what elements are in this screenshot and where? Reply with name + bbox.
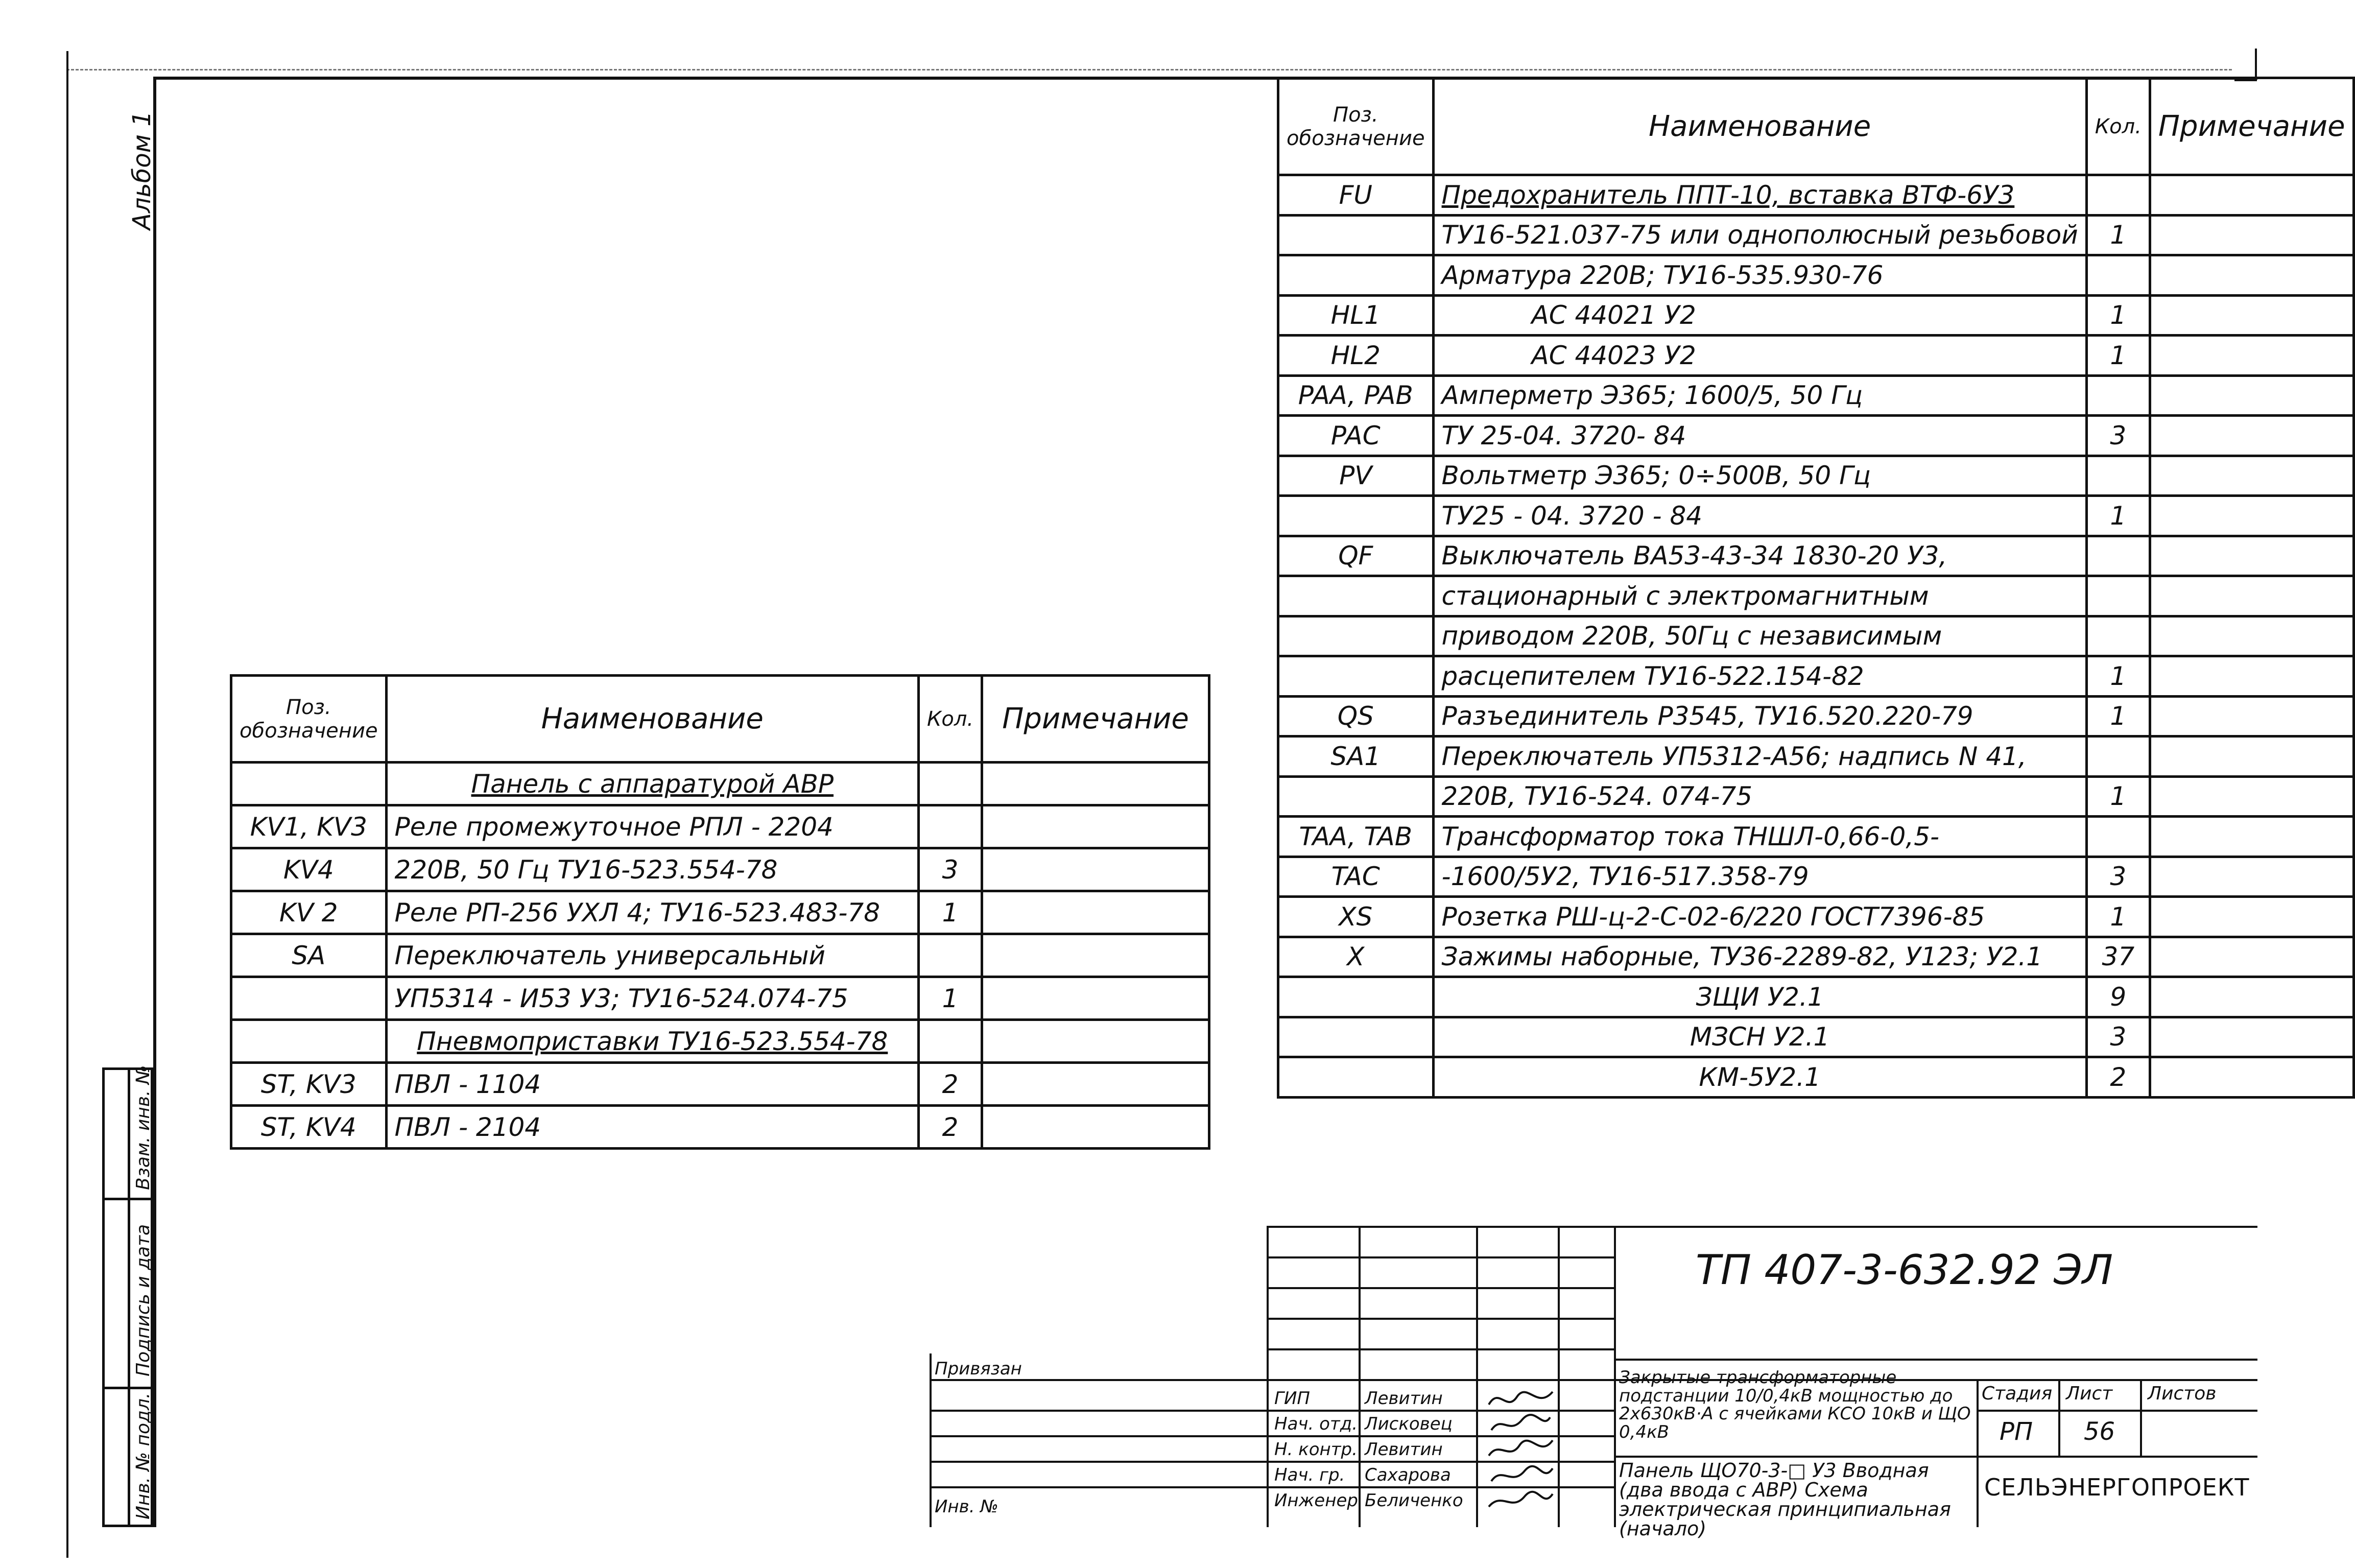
outer-dashed-border xyxy=(66,69,2232,70)
note-cell xyxy=(2150,416,2353,456)
table-row xyxy=(231,805,1209,848)
position-cell: TAC xyxy=(1278,857,1434,897)
position-cell: QF xyxy=(1278,536,1434,576)
table-row xyxy=(1278,295,2354,336)
note-cell xyxy=(2150,576,2353,616)
table-row xyxy=(231,1063,1209,1106)
quantity-cell: 1 xyxy=(918,891,982,934)
table-row xyxy=(231,891,1209,934)
position-cell xyxy=(1278,776,1434,817)
note-cell xyxy=(2150,897,2353,937)
note-cell xyxy=(982,1106,1209,1149)
name-cell: Предохранитель ППТ-10, вставка ВТФ-6У3 xyxy=(1433,175,2086,216)
note-cell xyxy=(2150,1017,2353,1057)
role-gip: ГИП xyxy=(1274,1388,1310,1409)
note-cell xyxy=(2150,817,2353,857)
position-cell xyxy=(231,1020,387,1063)
name-cell: Выключатель ВА53-43-34 1830-20 У3, xyxy=(1433,536,2086,576)
position-cell xyxy=(1278,656,1434,697)
name-cell: Вольтметр Э365; 0÷500В, 50 Гц xyxy=(1433,456,2086,496)
table-row xyxy=(1278,375,2354,416)
col-header-pos: Поз. обозначение xyxy=(231,676,387,763)
sheet-label: Лист xyxy=(2066,1383,2113,1404)
position-cell: TAA, TAB xyxy=(1278,817,1434,857)
name-cell: -1600/5У2, ТУ16-517.358-79 xyxy=(1433,857,2086,897)
table-row xyxy=(1278,696,2354,737)
quantity-cell: 3 xyxy=(2086,857,2150,897)
quantity-cell: 1 xyxy=(2086,897,2150,937)
left-spec-table xyxy=(230,674,1210,1150)
note-cell xyxy=(982,1063,1209,1106)
table-row xyxy=(1278,1057,2354,1098)
doc-code: ТП 407-3-632.92 ЭЛ xyxy=(1696,1246,2113,1294)
note-cell xyxy=(2150,977,2353,1017)
name-cell: Переключатель универсальный xyxy=(386,934,918,977)
table-row xyxy=(1278,175,2354,216)
name-cell: ЗЩИ У2.1 xyxy=(1433,977,2086,1017)
position-cell xyxy=(231,763,387,805)
name-cell: 220В, ТУ16-524. 074-75 xyxy=(1433,776,2086,817)
side-stamp xyxy=(102,1067,153,1527)
position-cell xyxy=(1278,977,1434,1017)
note-cell xyxy=(982,934,1209,977)
note-cell xyxy=(2150,1057,2353,1098)
col-header-pos: Поз. обозначение xyxy=(1278,78,1434,175)
name-cell: Розетка РШ-ц-2-С-02-6/220 ГОСТ7396-85 xyxy=(1433,897,2086,937)
position-cell xyxy=(1278,255,1434,296)
role-engineer: Инженер xyxy=(1274,1490,1358,1511)
position-cell xyxy=(1278,576,1434,616)
quantity-cell: 1 xyxy=(2086,336,2150,376)
quantity-cell: 3 xyxy=(2086,416,2150,456)
table-row xyxy=(1278,336,2354,376)
name-cell: ПВЛ - 2104 xyxy=(386,1106,918,1149)
position-cell xyxy=(231,977,387,1020)
table-row xyxy=(1278,737,2354,777)
table-row xyxy=(1278,456,2354,496)
name-head-dept: Лисковец xyxy=(1365,1414,1453,1434)
position-cell: PV xyxy=(1278,456,1434,496)
project-description: Закрытые трансформаторные подстанции 10/0,4кВ мощностью до 2х630кВ·А с ячейками КСО 10кВ и ЩО 0,4кВ xyxy=(1619,1367,1971,1443)
name-cell: Амперметр Э365; 1600/5, 50 Гц xyxy=(1433,375,2086,416)
name-cell: расцепителем ТУ16-522.154-82 xyxy=(1433,656,2086,697)
table-row xyxy=(231,1106,1209,1149)
table-row xyxy=(1278,897,2354,937)
table-row xyxy=(1278,616,2354,656)
name-cell: Трансформатор тока ТНШЛ-0,66-0,5- xyxy=(1433,817,2086,857)
note-cell xyxy=(982,805,1209,848)
name-cell: Переключатель УП5312-А56; надпись N 41, xyxy=(1433,737,2086,777)
quantity-cell: 2 xyxy=(2086,1057,2150,1098)
note-cell xyxy=(2150,295,2353,336)
col-header-note: Примечание xyxy=(982,676,1209,763)
position-cell: PAA, PAB xyxy=(1278,375,1434,416)
name-engineer: Беличенко xyxy=(1365,1490,1463,1511)
quantity-cell xyxy=(2086,375,2150,416)
sheet-value: 56 xyxy=(2084,1417,2115,1446)
table-row xyxy=(1278,937,2354,977)
position-cell xyxy=(1278,215,1434,255)
col-header-qty: Кол. xyxy=(2086,78,2150,175)
table-row xyxy=(1278,977,2354,1017)
right-spec-table xyxy=(1277,77,2355,1099)
table-row xyxy=(231,763,1209,805)
quantity-cell: 3 xyxy=(918,848,982,891)
position-cell: PAC xyxy=(1278,416,1434,456)
quantity-cell xyxy=(2086,456,2150,496)
table-row xyxy=(231,934,1209,977)
privyazka-label: Привязан xyxy=(935,1359,1022,1379)
note-cell xyxy=(2150,255,2353,296)
note-cell xyxy=(2150,776,2353,817)
note-cell xyxy=(982,848,1209,891)
quantity-cell xyxy=(2086,175,2150,216)
name-head-group: Сахарова xyxy=(1365,1465,1451,1485)
name-cell: 220В, 50 Гц ТУ16-523.554-78 xyxy=(386,848,918,891)
quantity-cell: 2 xyxy=(918,1106,982,1149)
inv-label: Инв. № xyxy=(935,1496,998,1517)
quantity-cell: 1 xyxy=(2086,215,2150,255)
table-row xyxy=(231,848,1209,891)
left-table-header xyxy=(231,676,1209,763)
quantity-cell xyxy=(918,934,982,977)
note-cell xyxy=(2150,175,2353,216)
position-cell: SA xyxy=(231,934,387,977)
quantity-cell xyxy=(2086,616,2150,656)
note-cell xyxy=(2150,536,2353,576)
position-cell: FU xyxy=(1278,175,1434,216)
table-row xyxy=(1278,255,2354,296)
name-cell: Зажимы наборные, ТУ36-2289-82, У123; У2.1 xyxy=(1433,937,2086,977)
handwritten-signatures xyxy=(1481,1384,1558,1522)
name-gip: Левитин xyxy=(1365,1388,1443,1409)
quantity-cell xyxy=(2086,817,2150,857)
position-cell: QS xyxy=(1278,696,1434,737)
quantity-cell: 3 xyxy=(2086,1017,2150,1057)
quantity-cell xyxy=(2086,255,2150,296)
table-row xyxy=(1278,496,2354,536)
quantity-cell: 1 xyxy=(2086,696,2150,737)
position-cell: HL2 xyxy=(1278,336,1434,376)
name-cell: Разъединитель Р3545, ТУ16.520.220-79 xyxy=(1433,696,2086,737)
col-header-name: Наименование xyxy=(386,676,918,763)
name-cell: АС 44021 У2 xyxy=(1433,295,2086,336)
sheets-label: Листов xyxy=(2148,1383,2217,1404)
name-cell: Пневмоприставки ТУ16-523.554-78 xyxy=(386,1020,918,1063)
table-row xyxy=(1278,857,2354,897)
table-row xyxy=(231,1020,1209,1063)
note-cell xyxy=(2150,737,2353,777)
name-cell: АС 44023 У2 xyxy=(1433,336,2086,376)
quantity-cell xyxy=(918,1020,982,1063)
side-stamp-replace-inv: Взам. инв. № xyxy=(133,1065,154,1190)
album-label: Альбом 1 xyxy=(128,111,156,230)
quantity-cell xyxy=(2086,576,2150,616)
table-row xyxy=(231,977,1209,1020)
quantity-cell xyxy=(918,805,982,848)
position-cell: HL1 xyxy=(1278,295,1434,336)
position-cell: KV4 xyxy=(231,848,387,891)
position-cell xyxy=(1278,1057,1434,1098)
position-cell xyxy=(1278,616,1434,656)
table-row xyxy=(1278,215,2354,255)
role-head-dept: Нач. отд. xyxy=(1274,1414,1358,1434)
quantity-cell: 1 xyxy=(918,977,982,1020)
note-cell xyxy=(982,763,1209,805)
organization-name: СЕЛЬЭНЕРГОПРОЕКТ xyxy=(1984,1474,2250,1501)
position-cell: KV 2 xyxy=(231,891,387,934)
note-cell xyxy=(2150,496,2353,536)
position-cell: ST, KV3 xyxy=(231,1063,387,1106)
name-cell: Реле РП-256 УХЛ 4; ТУ16-523.483-78 xyxy=(386,891,918,934)
position-cell: ST, KV4 xyxy=(231,1106,387,1149)
side-stamp-signature-date: Подпись и дата xyxy=(133,1224,154,1376)
name-cell: Реле промежуточное РПЛ - 2204 xyxy=(386,805,918,848)
note-cell xyxy=(2150,616,2353,656)
position-cell: SA1 xyxy=(1278,737,1434,777)
table-row xyxy=(1278,536,2354,576)
note-cell xyxy=(2150,857,2353,897)
position-cell xyxy=(1278,1017,1434,1057)
quantity-cell xyxy=(2086,536,2150,576)
position-cell: X xyxy=(1278,937,1434,977)
role-head-group: Нач. гр. xyxy=(1274,1465,1345,1485)
quantity-cell xyxy=(918,763,982,805)
note-cell xyxy=(982,891,1209,934)
table-row xyxy=(1278,416,2354,456)
quantity-cell: 1 xyxy=(2086,496,2150,536)
stage-label: Стадия xyxy=(1982,1383,2053,1404)
name-cell: МЗСН У2.1 xyxy=(1433,1017,2086,1057)
sheet-description: Панель ЩО70-3-□ У3 Вводная (два ввода с АВР) Схема электрическая принципиальная (начало) xyxy=(1619,1459,1951,1540)
position-cell xyxy=(1278,496,1434,536)
outer-left-border xyxy=(66,51,68,1558)
note-cell xyxy=(2150,937,2353,977)
quantity-cell: 2 xyxy=(918,1063,982,1106)
note-cell xyxy=(2150,215,2353,255)
note-cell xyxy=(982,977,1209,1020)
col-header-note: Примечание xyxy=(2150,78,2353,175)
table-row xyxy=(1278,656,2354,697)
name-cell: ПВЛ - 1104 xyxy=(386,1063,918,1106)
table-row xyxy=(1278,776,2354,817)
col-header-qty: Кол. xyxy=(918,676,982,763)
table-row xyxy=(1278,1017,2354,1057)
quantity-cell: 1 xyxy=(2086,295,2150,336)
note-cell xyxy=(2150,375,2353,416)
position-cell: KV1, KV3 xyxy=(231,805,387,848)
col-header-name: Наименование xyxy=(1433,78,2086,175)
note-cell xyxy=(2150,456,2353,496)
name-cell: УП5314 - И53 У3; ТУ16-524.074-75 xyxy=(386,977,918,1020)
note-cell xyxy=(2150,336,2353,376)
name-cell: ТУ 25-04. 3720- 84 xyxy=(1433,416,2086,456)
name-cell: Арматура 220В; ТУ16-535.930-76 xyxy=(1433,255,2086,296)
name-cell: ТУ16-521.037-75 или однополюсный резьбовой xyxy=(1433,215,2086,255)
quantity-cell xyxy=(2086,737,2150,777)
quantity-cell: 37 xyxy=(2086,937,2150,977)
position-cell: XS xyxy=(1278,897,1434,937)
name-cell: Панель с аппаратурой АВР xyxy=(386,763,918,805)
table-row xyxy=(1278,576,2354,616)
note-cell xyxy=(982,1020,1209,1063)
right-table-header xyxy=(1278,78,2354,175)
quantity-cell: 1 xyxy=(2086,656,2150,697)
name-cell: ТУ25 - 04. 3720 - 84 xyxy=(1433,496,2086,536)
side-stamp-original-inv: Инв. № подл. xyxy=(133,1392,154,1519)
note-cell xyxy=(2150,656,2353,697)
name-cell: приводом 220В, 50Гц с независимым xyxy=(1433,616,2086,656)
name-cell: КМ-5У2.1 xyxy=(1433,1057,2086,1098)
quantity-cell: 1 xyxy=(2086,776,2150,817)
stage-value: РП xyxy=(2000,1417,2033,1446)
quantity-cell: 9 xyxy=(2086,977,2150,1017)
note-cell xyxy=(2150,696,2353,737)
name-cell: стационарный с электромагнитным xyxy=(1433,576,2086,616)
table-row xyxy=(1278,817,2354,857)
role-norm-control: Н. контр. xyxy=(1274,1439,1358,1460)
name-norm-control: Левитин xyxy=(1365,1439,1443,1460)
